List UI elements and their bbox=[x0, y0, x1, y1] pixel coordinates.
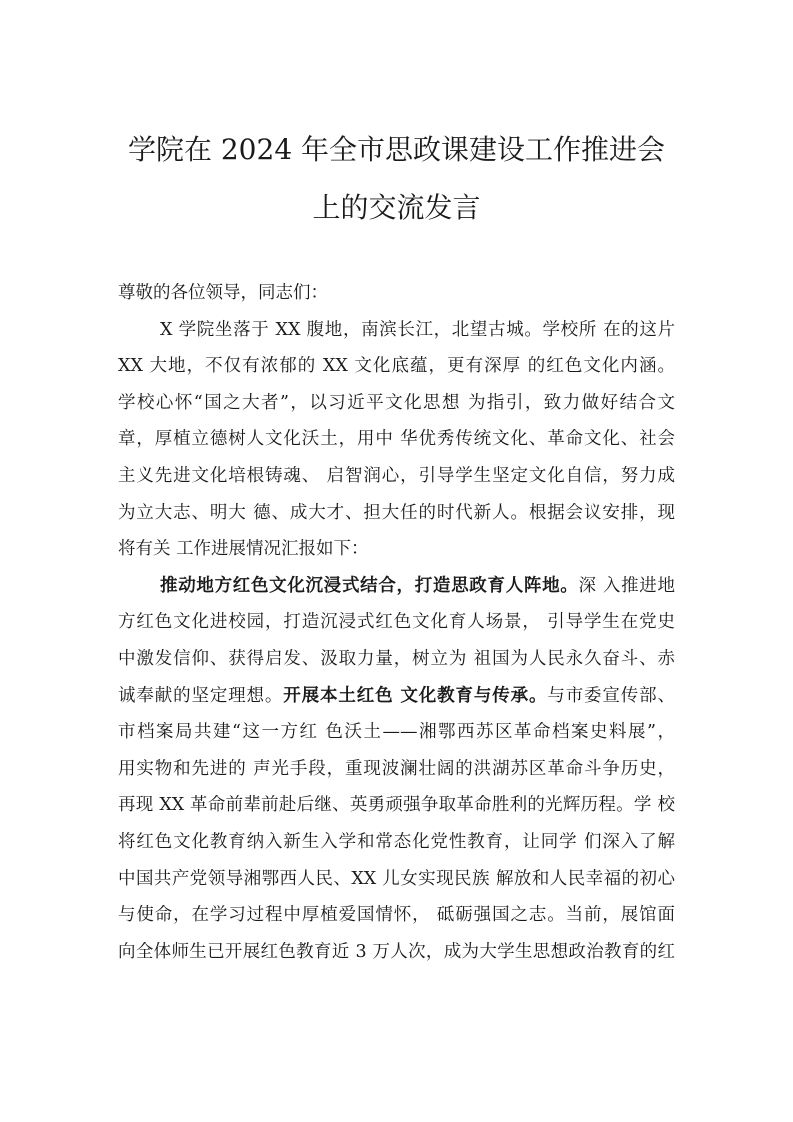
body-line bbox=[118, 861, 675, 898]
document-body bbox=[118, 275, 675, 970]
body-line-text: 方红色文化进校园，打造沉浸式红色文化育人场景， 引导学生在党史 bbox=[118, 612, 675, 633]
body-line bbox=[118, 312, 675, 349]
body-line-text: 市档案局共建“这一方红 色沃土——湘鄂西苏区革命档案史料展”， bbox=[118, 722, 675, 743]
body-line-text: XX 大地，不仅有浓郁的 XX 文化底蕴，更有深厚 的红色文化内涵。 bbox=[118, 356, 675, 377]
body-line-text: 章，厚植立德树人文化沃土，用中 华优秀传统文化、革命文化、社会 bbox=[118, 429, 675, 450]
body-line-text: 与市委宣传部、 bbox=[547, 685, 675, 706]
body-line bbox=[118, 604, 675, 641]
body-line bbox=[118, 934, 675, 971]
body-line-text: 与使命，在学习过程中厚植爱国情怀， 砥砺强国之志。当前，展馆面 bbox=[118, 905, 675, 926]
section-heading-bold: 开展本土红色 文化教育与传承。 bbox=[283, 685, 548, 706]
body-line-text: 将有关 工作进展情况汇报如下： bbox=[118, 539, 369, 560]
body-line-text: 再现 XX 革命前辈前赴后继、英勇顽强争取革命胜利的光辉历程。学 校 bbox=[118, 795, 675, 816]
body-line-text: 诚奉献的坚定理想。 bbox=[118, 685, 284, 706]
body-line-text: 主义先进文化培根铸魂、 启智润心，引导学生坚定文化自信，努力成 bbox=[118, 465, 675, 486]
body-line bbox=[118, 495, 675, 532]
salutation: 尊敬的各位领导，同志们： bbox=[118, 283, 328, 303]
body-line bbox=[118, 787, 675, 824]
body-line-text: 学校心怀“国之大者”，以习近平文化思想 为指引，致力做好结合文 bbox=[118, 392, 675, 413]
body-line bbox=[118, 421, 675, 458]
body-line bbox=[118, 751, 675, 788]
body-line-text: 用实物和先进的 声光手段，重现波澜壮阔的洪湖苏区革命斗争历史， bbox=[118, 758, 675, 779]
body-line-text: X 学院坐落于 XX 腹地，南滨长江，北望古城。学校所 在的这片 bbox=[160, 319, 675, 340]
document-title-line-1: 学院在 2024 年全市思政课建设工作推进会 bbox=[127, 133, 666, 166]
section-heading-bold: 推动地方红色文化沉浸式结合，打造思政育人阵地。 bbox=[160, 575, 579, 596]
body-line bbox=[118, 385, 675, 422]
body-line bbox=[118, 824, 675, 861]
body-line bbox=[118, 568, 675, 605]
body-line bbox=[118, 897, 675, 934]
body-line bbox=[118, 531, 675, 568]
body-line bbox=[118, 641, 675, 678]
body-line bbox=[118, 348, 675, 385]
body-line bbox=[118, 458, 675, 495]
body-line-text: 向全体师生已开展红色教育近 3 万人次，成为大学生思想政治教育的红 bbox=[118, 941, 675, 962]
body-line-text: 为立大志、明大 德、成大才、担大任的时代新人。根据会议安排，现 bbox=[118, 502, 675, 523]
body-line bbox=[118, 678, 675, 715]
body-line-text: 中激发信仰、获得启发、汲取力量，树立为 祖国为人民永久奋斗、赤 bbox=[118, 648, 675, 669]
body-line-text: 将红色文化教育纳入新生入学和常态化党性教育，让同学 们深入了解 bbox=[118, 831, 675, 852]
body-line-text: 中国共产党领导湘鄂西人民、XX 儿女实现民族 解放和人民幸福的初心 bbox=[118, 868, 675, 889]
document-title-line-2: 上的交流发言 bbox=[312, 191, 481, 224]
body-line bbox=[118, 714, 675, 751]
body-line-text: 深 入推进地 bbox=[578, 575, 675, 596]
